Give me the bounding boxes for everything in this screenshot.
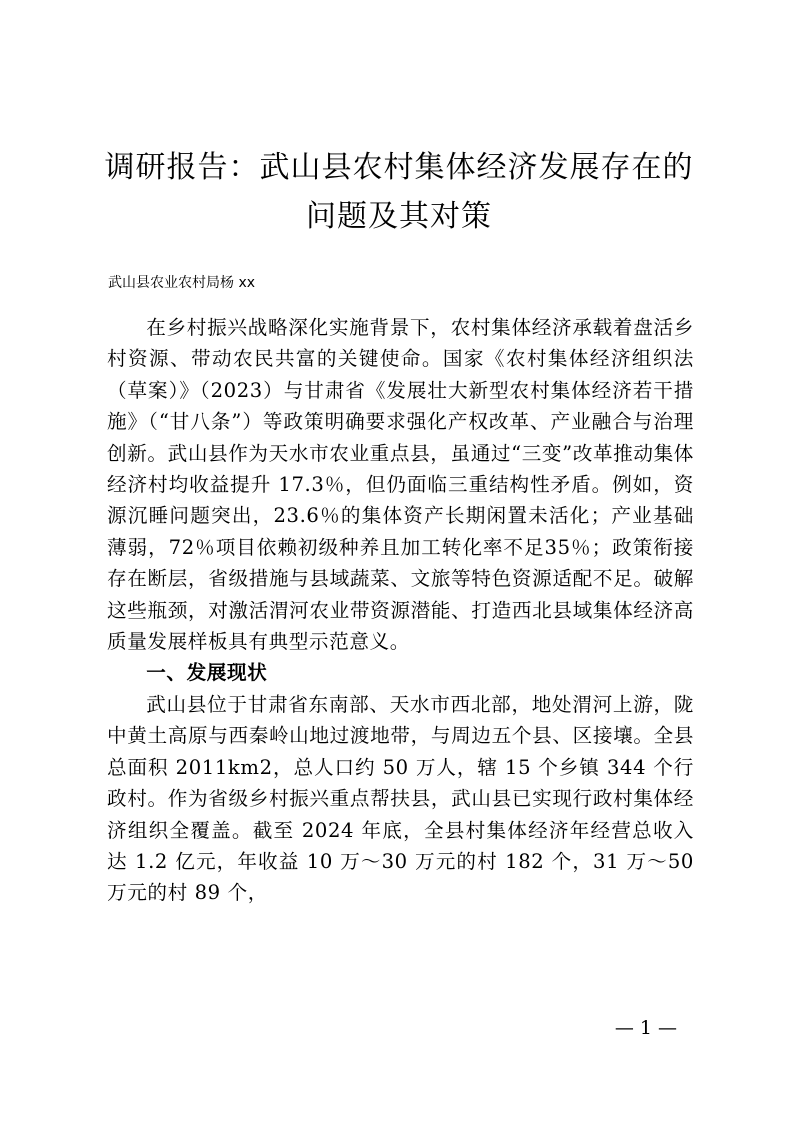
page-number: — 1 —: [614, 1017, 677, 1039]
section-paragraph: 武山县位于甘肃省东南部、天水市西北部，地处渭河上游，陇中黄土高原与西秦岭山地过渡地带，与周边五个县、区接壤。全县总面积 2011km2，总人口约 50 万人，辖 15 个乡镇 344 个行政村。作为省级乡村振兴重点帮扶县，武山县已实现行政村集体经济组织全覆盖。截至 2024 年底，全县村集体经济年经营总收入达 1.2 亿元，年收益 10 万～30 万元的村 182 个，31 万～50 万元的村 89 个，: [107, 692, 694, 905]
section-heading: 一、发展现状: [146, 661, 268, 685]
document-title: 调研报告：武山县农村集体经济发展存在的问题及其对策: [104, 150, 694, 234]
document-body: [107, 312, 694, 909]
author-line: 武山县农业农村局杨 xx: [108, 275, 256, 291]
intro-paragraph: 在乡村振兴战略深化实施背景下，农村集体经济承载着盘活乡村资源、带动农民共富的关键使命。国家《农村集体经济组织法（草案）》（2023）与甘肃省《发展壮大新型农村集体经济若干措施》（“甘八条”）等政策明确要求强化产权改革、产业融合与治理创新。武山县作为天水市农业重点县，虽通过“三变”改革推动集体经济村均收益提升 17.3％，但仍面临三重结构性矛盾。例如，资源沉睡问题突出，23.6％的集体资产长期闲置未活化；产业基础薄弱，72％项目依赖初级种养且加工转化率不足35％；政策衔接存在断层，省级措施与县域蔬菜、文旅等特色资源适配不足。破解这些瓶颈，对激活渭河农业带资源潜能、打造西北县域集体经济高质量发展样板具有典型示范意义。: [107, 316, 694, 654]
